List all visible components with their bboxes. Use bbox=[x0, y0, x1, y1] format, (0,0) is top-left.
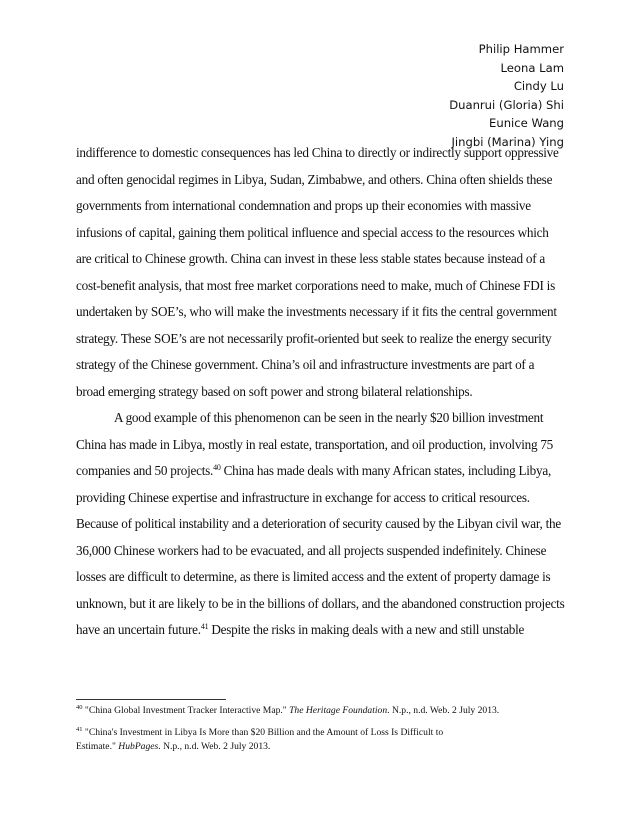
author-name: Duanrui (Gloria) Shi bbox=[449, 97, 564, 112]
text-segment: companies and 50 projects. bbox=[76, 463, 214, 478]
text-line: broad emerging strategy based on soft power and strong bilateral relationships. bbox=[76, 383, 473, 399]
footnote-text: Estimate." bbox=[76, 741, 119, 752]
author-name: Jingbi (Marina) Ying bbox=[451, 134, 564, 149]
body-text bbox=[76, 140, 568, 644]
text-line: undertaken by SOE’s, who will make the investments necessary if it fits the central government bbox=[76, 304, 557, 319]
footnotes bbox=[76, 704, 568, 762]
author-name: Leona Lam bbox=[500, 60, 564, 75]
author-name: Philip Hammer bbox=[478, 42, 564, 56]
text-line: A good example of this phenomenon can be seen in the nearly $20 billion investment bbox=[114, 410, 544, 425]
text-line: cost-benefit analysis, that most free market corporations need to make, much of Chinese FDI is bbox=[76, 277, 555, 293]
paragraph-1 bbox=[76, 140, 568, 405]
text-line: losses are difficult to determine, as there is limited access and the extent of property damage is bbox=[76, 569, 551, 584]
text-line: 36,000 Chinese workers had to be evacuated, and all projects suspended indefinitely. Chinese bbox=[76, 542, 547, 558]
footnote-ref-40[interactable]: 40 bbox=[213, 463, 221, 472]
author-list bbox=[449, 40, 564, 152]
text-line: governments from international condemnation and props up their economies with massive bbox=[76, 198, 531, 213]
text-line: are critical to Chinese growth. China can invest in these less stable states because instead of a bbox=[76, 251, 546, 266]
text-line: indifference to domestic consequences has led China to directly or indirectly support oppressive bbox=[76, 145, 559, 160]
footnote-line bbox=[76, 740, 568, 754]
footnote-number: 41 bbox=[76, 726, 83, 733]
footnote-40 bbox=[76, 704, 568, 718]
footnote-text: . N.p., n.d. Web. 2 July 2013. bbox=[158, 741, 271, 752]
text-line: unknown, but it are likely to be in the billions of dollars, and the abandoned construction projects bbox=[76, 595, 565, 611]
paragraph-2 bbox=[76, 405, 568, 644]
footnote-text: "China Global Investment Tracker Interactive Map." bbox=[82, 705, 290, 716]
text-segment: China has made deals with many African states, including Libya, bbox=[220, 463, 552, 478]
text-line bbox=[76, 458, 568, 485]
footnote-divider bbox=[76, 699, 226, 700]
text-line: providing Chinese expertise and infrastructure in exchange for access to critical resources. bbox=[76, 489, 530, 505]
footnote-text: . N.p., n.d. Web. 2 July 2013. bbox=[387, 705, 500, 716]
text-segment: Despite the risks in making deals with a new and still unstable bbox=[208, 622, 525, 637]
footnote-line bbox=[76, 704, 568, 718]
footnote-line bbox=[76, 726, 568, 740]
footnote-ref-41[interactable]: 41 bbox=[200, 622, 209, 631]
footnote-source-title: The Heritage Foundation bbox=[289, 705, 388, 716]
footnote-source-title: HubPages bbox=[118, 741, 159, 752]
text-line: and often genocidal regimes in Libya, Sudan, Zimbabwe, and others. China often shields these bbox=[76, 171, 553, 187]
text-line bbox=[76, 617, 568, 644]
text-line: Because of political instability and a deterioration of security caused by the Libyan civil war, the bbox=[76, 516, 561, 531]
footnote-number: 40 bbox=[76, 704, 83, 711]
author-name: Eunice Wang bbox=[489, 116, 564, 131]
text-line: strategy of the Chinese government. China’s oil and infrastructure investments are part of a bbox=[76, 357, 535, 372]
text-line: infusions of capital, gaining them political influence and special access to the resources which bbox=[76, 224, 549, 240]
text-line: China has made in Libya, mostly in real estate, transportation, and oil production, involving 75 bbox=[76, 436, 554, 452]
text-segment: have an uncertain future. bbox=[76, 622, 201, 637]
footnote-text: "China's Investment in Libya Is More than $20 Billion and the Amount of Loss Is Difficult to bbox=[82, 727, 444, 738]
footnote-41 bbox=[76, 726, 568, 754]
author-name: Cindy Lu bbox=[513, 79, 564, 94]
text-line: strategy. These SOE’s are not necessarily profit-oriented but seek to realize the energy security bbox=[76, 330, 552, 346]
